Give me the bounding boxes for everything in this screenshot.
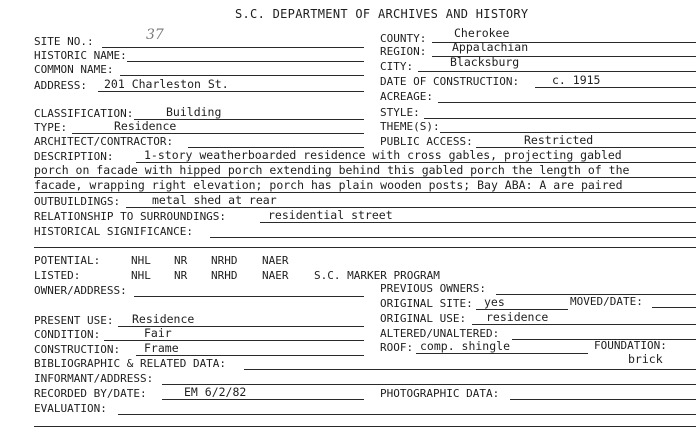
acreage-label: ACREAGE: xyxy=(380,90,433,103)
type-line xyxy=(72,133,364,134)
listed-label: LISTED: xyxy=(34,269,81,282)
listed-nr: NR xyxy=(174,269,188,282)
architect-label: ARCHITECT/CONTRACTOR: xyxy=(34,135,174,148)
listed-nrhd: NRHD xyxy=(211,269,238,282)
style-label: STYLE: xyxy=(380,106,420,119)
classification-value: Building xyxy=(166,105,222,119)
recorded-by-line xyxy=(162,399,364,400)
relationship-label: RELATIONSHIP TO SURROUNDINGS: xyxy=(34,210,227,223)
classification-label: CLASSIFICATION: xyxy=(34,107,134,120)
original-use-value: residence xyxy=(486,310,549,324)
original-site-value: yes xyxy=(484,295,505,309)
city-label: CITY: xyxy=(380,60,414,73)
moved-date-line xyxy=(652,307,696,308)
condition-line xyxy=(104,340,364,341)
owner-address-line xyxy=(134,296,364,297)
city-value: Blacksburg xyxy=(450,55,520,69)
owner-address-label: OWNER/ADDRESS: xyxy=(34,284,127,297)
date-of-construction-label: DATE OF CONSTRUCTION: xyxy=(380,75,520,88)
city-line xyxy=(418,71,696,72)
site-no-value: 37 xyxy=(146,27,164,43)
original-use-label: ORIGINAL USE: xyxy=(380,312,467,325)
description-line-3: facade, wrapping right elevation; porch has plain wooden posts; Bay ABA: A are paired xyxy=(34,178,623,192)
outbuildings-label: OUTBUILDINGS: xyxy=(34,195,121,208)
condition-label: CONDITION: xyxy=(34,328,101,341)
type-value: Residence xyxy=(114,119,177,133)
relationship-line xyxy=(260,222,696,223)
listed-naer: NAER xyxy=(262,269,289,282)
recorded-by-value: EM 6/2/82 xyxy=(184,385,247,399)
foundation-label: FOUNDATION: xyxy=(594,339,667,352)
description-line-2: porch on facade with hipped porch extending behind this gabled porch the length of the xyxy=(34,163,630,177)
bibliographic-line xyxy=(244,369,696,370)
address-line xyxy=(98,91,364,92)
evaluation-line xyxy=(118,414,696,415)
potential-nhl: NHL xyxy=(131,254,151,267)
relationship-value: residential street xyxy=(268,208,393,222)
common-name-line xyxy=(120,75,364,76)
photographic-data-line xyxy=(510,399,696,400)
roof-line xyxy=(416,353,588,354)
recorded-by-label: RECORDED BY/DATE: xyxy=(34,387,147,400)
style-line xyxy=(424,118,696,119)
moved-date-label: MOVED/DATE: xyxy=(570,295,643,308)
altered-label: ALTERED/UNALTERED: xyxy=(380,327,500,340)
potential-nrhd: NRHD xyxy=(211,254,238,267)
potential-label: POTENTIAL: xyxy=(34,254,101,267)
construction-label: CONSTRUCTION: xyxy=(34,343,121,356)
present-use-value: Residence xyxy=(132,312,195,326)
foundation-value: brick xyxy=(628,352,663,366)
public-access-label: PUBLIC ACCESS: xyxy=(380,135,473,148)
listed-nhl: NHL xyxy=(131,269,151,282)
common-name-label: COMMON NAME: xyxy=(34,63,114,76)
historical-significance-line xyxy=(210,237,696,238)
construction-value: Frame xyxy=(144,341,179,355)
sc-marker-program: S.C. MARKER PROGRAM xyxy=(314,269,440,282)
present-use-label: PRESENT USE: xyxy=(34,314,114,327)
type-label: TYPE: xyxy=(34,121,68,134)
outbuildings-line xyxy=(126,207,696,208)
historical-significance-label: HISTORICAL SIGNIFICANCE: xyxy=(34,225,193,238)
region-label: REGION: xyxy=(380,45,427,58)
roof-label: ROOF: xyxy=(380,341,414,354)
evaluation-line-2 xyxy=(34,426,696,427)
construction-line xyxy=(136,355,364,356)
description-line-1: 1-story weatherboarded residence with cross gables, projecting gabled xyxy=(144,148,622,162)
acreage-line xyxy=(438,102,696,103)
original-site-label: ORIGINAL SITE: xyxy=(380,297,473,310)
county-value: Cherokee xyxy=(454,26,510,40)
condition-value: Fair xyxy=(144,326,172,340)
outbuildings-value: metal shed at rear xyxy=(152,193,277,207)
page-title: S.C. DEPARTMENT OF ARCHIVES AND HISTORY xyxy=(235,7,529,21)
region-value: Appalachian xyxy=(452,40,529,54)
potential-naer: NAER xyxy=(262,254,289,267)
potential-nr: NR xyxy=(174,254,188,267)
address-value: 201 Charleston St. xyxy=(104,77,229,91)
site-no-label: SITE NO.: xyxy=(34,35,94,48)
description-label: DESCRIPTION: xyxy=(34,150,114,163)
site-no-line xyxy=(102,47,364,48)
date-of-construction-line xyxy=(535,87,696,88)
historical-significance-line-2 xyxy=(34,247,696,248)
historic-name-line xyxy=(127,61,364,62)
date-of-construction-value: c. 1915 xyxy=(552,73,601,87)
description-rule-3 xyxy=(34,192,696,193)
address-label: ADDRESS: xyxy=(34,79,87,92)
county-label: COUNTY: xyxy=(380,32,427,45)
informant-label: INFORMANT/ADDRESS: xyxy=(34,372,154,385)
previous-owners-label: PREVIOUS OWNERS: xyxy=(380,282,486,295)
roof-value: comp. shingle xyxy=(420,339,511,353)
themes-label: THEME(S): xyxy=(380,120,440,133)
public-access-value: Restricted xyxy=(524,133,594,147)
evaluation-label: EVALUATION: xyxy=(34,402,107,415)
original-use-line xyxy=(472,324,696,325)
bibliographic-label: BIBLIOGRAPHIC & RELATED DATA: xyxy=(34,357,227,370)
historic-name-label: HISTORIC NAME: xyxy=(34,49,127,62)
photographic-data-label: PHOTOGRAPHIC DATA: xyxy=(380,387,500,400)
